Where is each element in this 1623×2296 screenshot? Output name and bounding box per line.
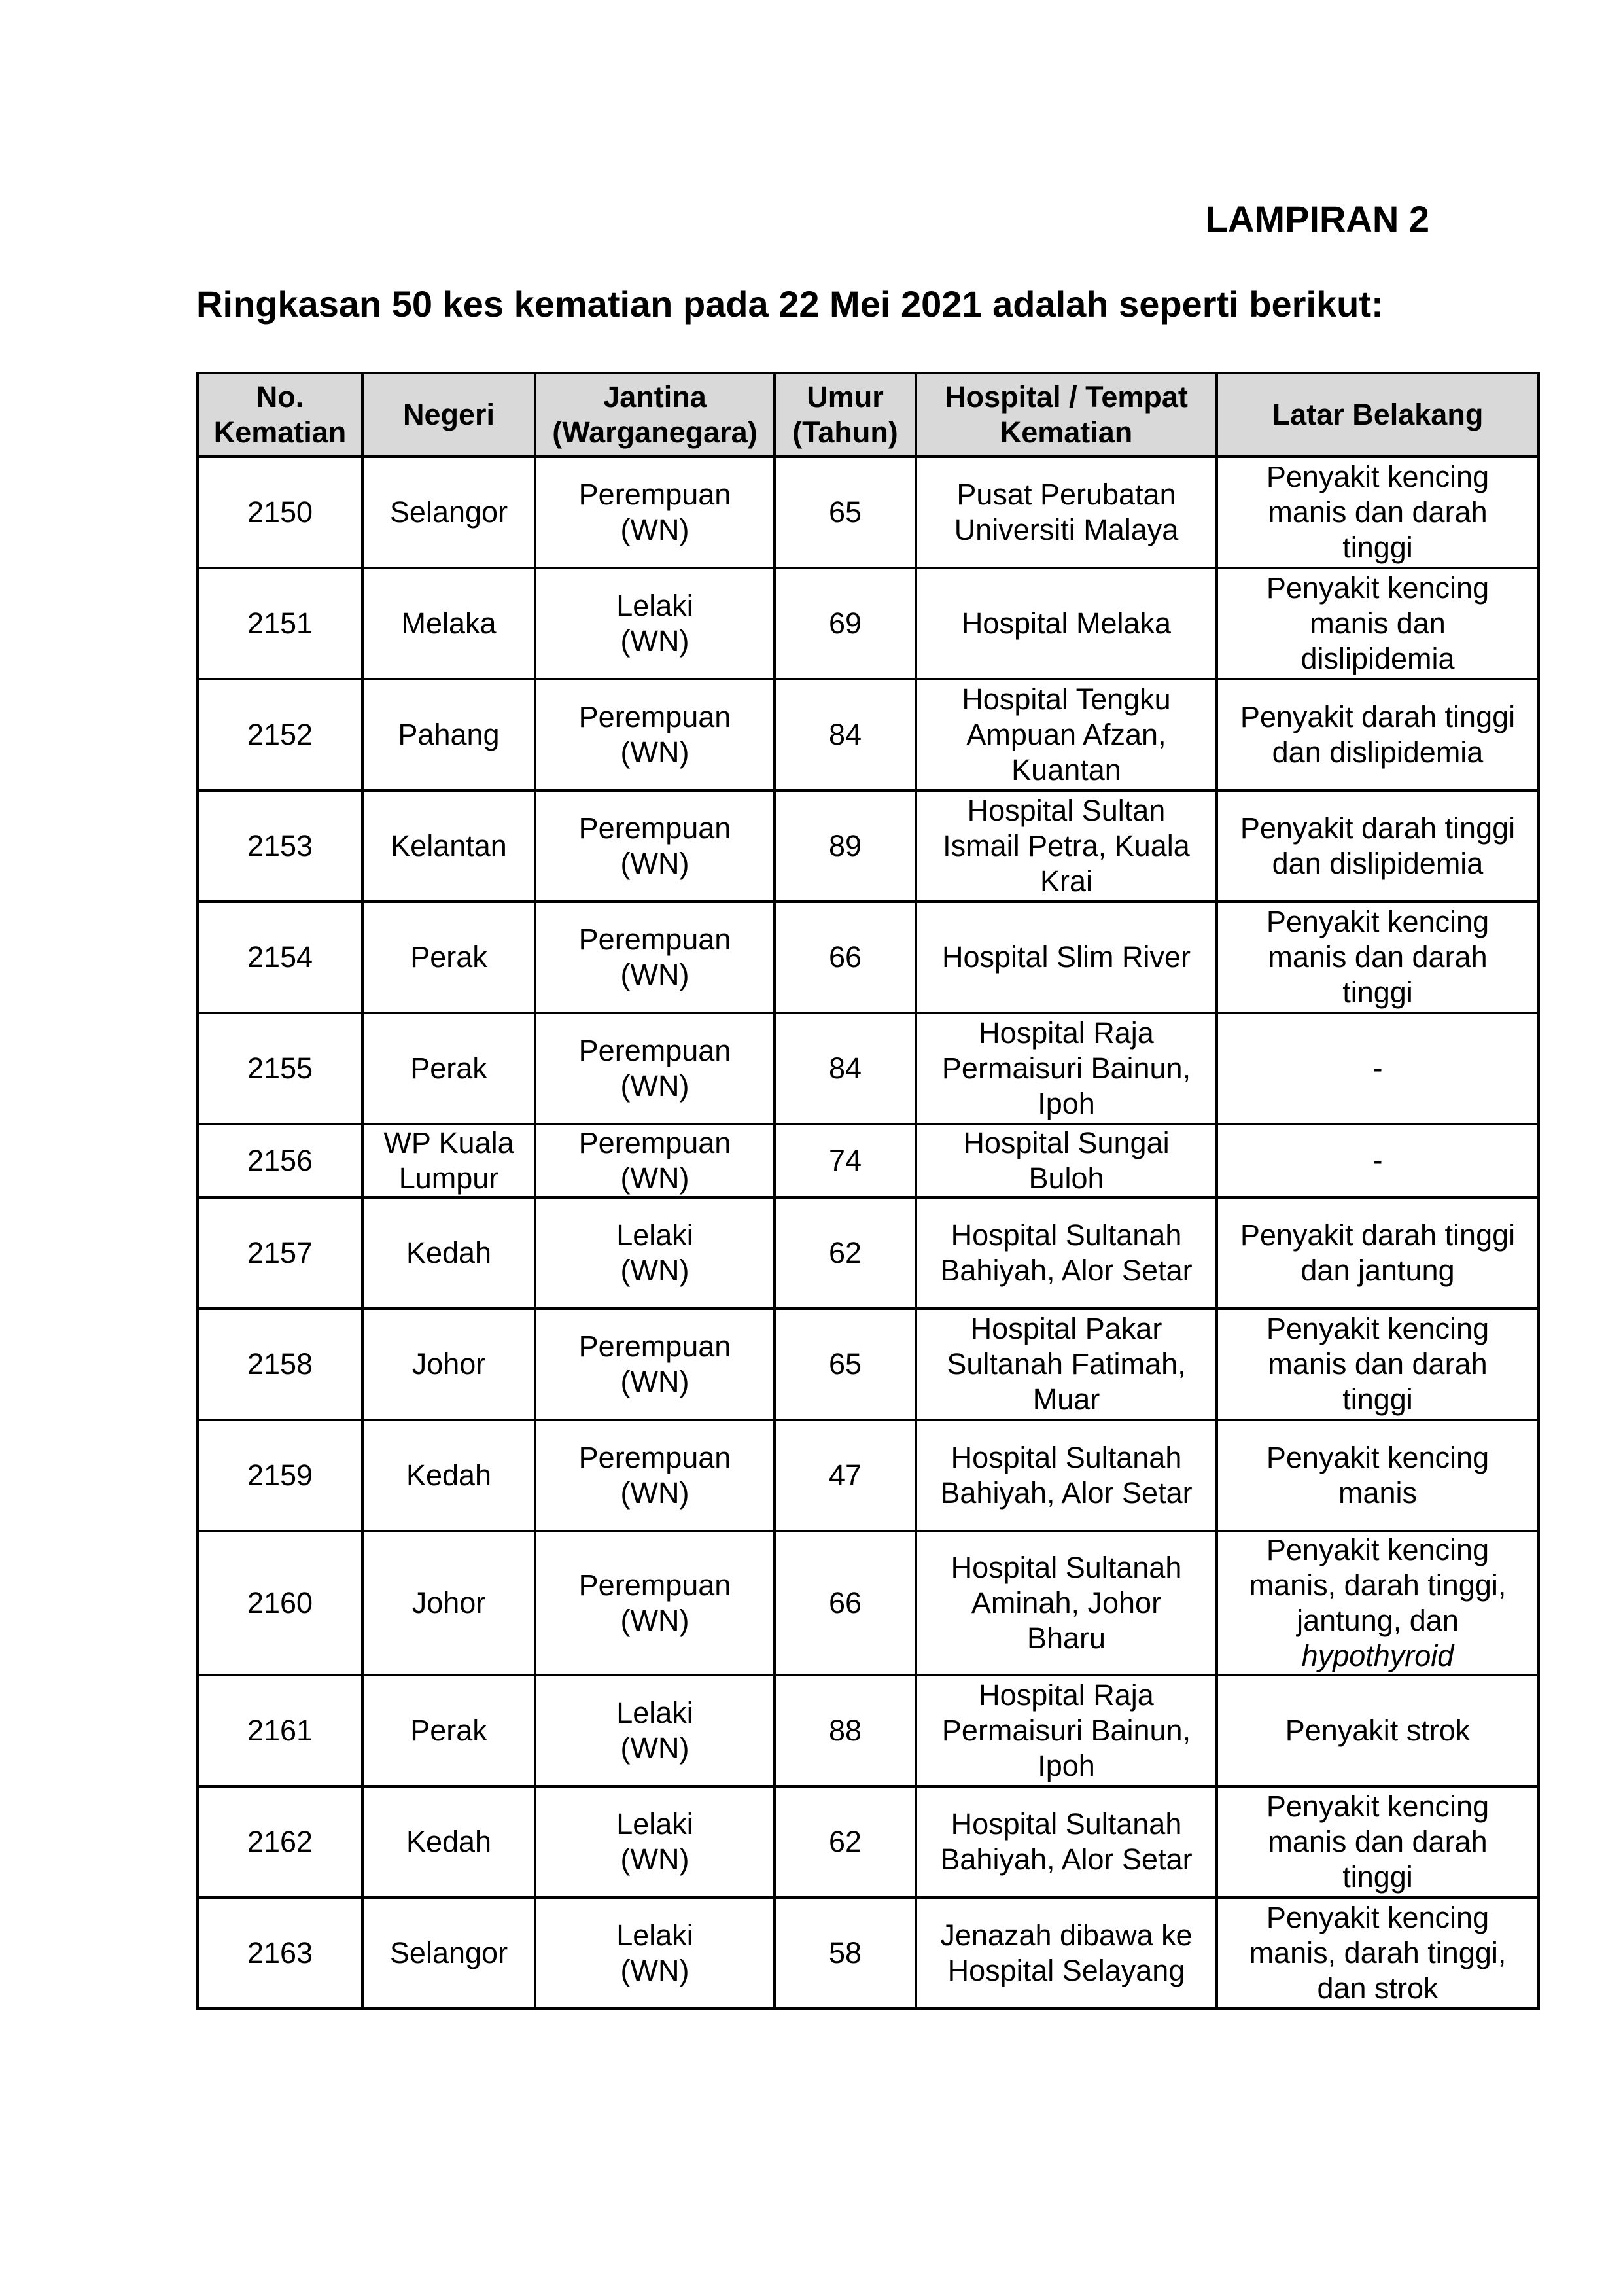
cell-jantina: [535, 790, 775, 902]
cell-text: 84: [828, 1051, 862, 1085]
cell-text: Perempuan: [578, 478, 731, 511]
cell-latar-belakang: [1217, 1675, 1539, 1786]
cell-text: Ismail Petra, Kuala: [943, 829, 1190, 862]
cell-text: Hospital Sungai: [963, 1126, 1170, 1159]
cell-jantina: [535, 1309, 775, 1420]
cell-negeri: [362, 457, 535, 568]
cell-text: manis dan darah: [1268, 1347, 1488, 1381]
cell-hospital: [916, 1531, 1217, 1675]
table-row: [198, 790, 1539, 902]
cell-umur: [775, 1309, 916, 1420]
cell-text: 62: [828, 1825, 862, 1858]
cell-text: Lelaki: [616, 1807, 693, 1841]
cell-negeri: [362, 1531, 535, 1675]
cell-text: Kedah: [406, 1825, 492, 1858]
cell-jantina: [535, 1013, 775, 1124]
cell-latar-belakang: [1217, 1531, 1539, 1675]
cell-text: (WN): [620, 1254, 689, 1287]
cell-text: Perak: [410, 1051, 487, 1085]
cell-hospital: [916, 1124, 1217, 1197]
cell-text: 89: [828, 829, 862, 862]
cell-text: (WN): [620, 1069, 689, 1103]
cell-hospital: [916, 1420, 1217, 1531]
cell-text: dan dislipidemia: [1272, 735, 1484, 769]
cell-text: hypothyroid: [1301, 1639, 1454, 1672]
cell-text: 58: [828, 1936, 862, 1969]
cell-text: dislipidemia: [1300, 642, 1455, 675]
cell-text: manis, darah tinggi,: [1249, 1936, 1507, 1969]
cell-hospital: [916, 679, 1217, 790]
cell-umur: [775, 1420, 916, 1531]
cell-jantina: [535, 568, 775, 679]
table-row: [198, 1786, 1539, 1898]
cell-latar-belakang: [1217, 1197, 1539, 1309]
cell-text: 2160: [247, 1586, 313, 1619]
cell-hospital: [916, 568, 1217, 679]
cell-negeri: [362, 1675, 535, 1786]
cell-text: Bahiyah, Alor Setar: [940, 1843, 1193, 1876]
cell-text: Penyakit kencing: [1266, 460, 1490, 493]
cell-umur: [775, 1124, 916, 1197]
header-text: Kematian: [1000, 415, 1133, 449]
cell-text: 2154: [247, 940, 313, 974]
cell-text: (WN): [620, 735, 689, 769]
column-header-col-no-kematian: [198, 373, 362, 457]
table-header-row: [198, 373, 1539, 457]
cell-text: (WN): [620, 624, 689, 658]
cell-text: manis: [1338, 1476, 1418, 1510]
cell-text: (WN): [620, 1954, 689, 1987]
header-text: Umur: [807, 380, 884, 414]
cell-latar-belakang: [1217, 1898, 1539, 2009]
cell-text: 62: [828, 1236, 862, 1269]
cell-text: Hospital Slim River: [941, 940, 1191, 974]
cell-text: Perempuan: [578, 1330, 731, 1363]
cell-text: (WN): [620, 513, 689, 546]
cell-text: Hospital Sultanah: [951, 1807, 1182, 1841]
column-header-col-jantina: [535, 373, 775, 457]
cell-no-kematian: [198, 1675, 362, 1786]
header-text: Kematian: [213, 415, 347, 449]
table-row: [198, 1898, 1539, 2009]
cell-text: manis dan darah: [1268, 940, 1488, 974]
cell-text: Buloh: [1028, 1161, 1104, 1195]
cell-text: Perempuan: [578, 700, 731, 733]
cell-text: 2163: [247, 1936, 313, 1969]
cell-text: Lelaki: [616, 589, 693, 622]
cell-jantina: [535, 679, 775, 790]
cell-text: Penyakit darah tinggi: [1240, 700, 1516, 733]
cell-text: 2162: [247, 1825, 313, 1858]
cell-text: (WN): [620, 1731, 689, 1765]
cell-text: Hospital Sultanah: [951, 1441, 1182, 1474]
cell-jantina: [535, 1786, 775, 1898]
table-row: [198, 457, 1539, 568]
appendix-label: LAMPIRAN 2: [1205, 198, 1429, 239]
cell-negeri: [362, 1124, 535, 1197]
header-text: No.: [256, 380, 304, 414]
cell-text: Hospital Selayang: [947, 1954, 1185, 1987]
cell-negeri: [362, 790, 535, 902]
table-body: [198, 457, 1539, 2009]
cell-text: 47: [828, 1458, 862, 1492]
cell-text: Hospital Tengku: [962, 682, 1171, 716]
cell-text: (WN): [620, 1476, 689, 1510]
cell-latar-belakang: [1217, 1786, 1539, 1898]
header-text: Latar Belakang: [1272, 398, 1484, 431]
cell-text: Hospital Pakar: [970, 1312, 1162, 1345]
cell-umur: [775, 1013, 916, 1124]
header-text: (Warganegara): [552, 415, 758, 449]
cell-text: tinggi: [1342, 976, 1413, 1009]
cell-text: Lelaki: [616, 1218, 693, 1252]
cell-hospital: [916, 1898, 1217, 2009]
table-row: [198, 1675, 1539, 1786]
cell-text: 65: [828, 495, 862, 529]
cell-latar-belakang: [1217, 1420, 1539, 1531]
cell-no-kematian: [198, 1124, 362, 1197]
cell-text: 2158: [247, 1347, 313, 1381]
column-header-col-latar-belakang: [1217, 373, 1539, 457]
cell-jantina: [535, 1420, 775, 1531]
cell-negeri: [362, 1898, 535, 2009]
cell-hospital: [916, 790, 1217, 902]
deaths-table: [196, 372, 1540, 2010]
cell-text: dan strok: [1317, 1971, 1439, 2005]
cell-no-kematian: [198, 1309, 362, 1420]
cell-jantina: [535, 1675, 775, 1786]
table-row: [198, 1124, 1539, 1197]
cell-text: (WN): [620, 1365, 689, 1398]
cell-no-kematian: [198, 1197, 362, 1309]
cell-text: jantung, dan: [1297, 1604, 1459, 1637]
cell-text: 66: [828, 1586, 862, 1619]
cell-text: Kelantan: [391, 829, 507, 862]
cell-text: Permaisuri Bainun,: [941, 1051, 1191, 1085]
cell-text: 2155: [247, 1051, 313, 1085]
cell-text: manis dan darah: [1268, 1825, 1488, 1858]
cell-text: -: [1372, 1144, 1383, 1177]
cell-text: Perempuan: [578, 1568, 731, 1602]
cell-text: 2159: [247, 1458, 313, 1492]
cell-text: Penyakit kencing: [1266, 1790, 1490, 1823]
cell-jantina: [535, 1531, 775, 1675]
cell-umur: [775, 1675, 916, 1786]
header-text: (Tahun): [792, 415, 898, 449]
cell-negeri: [362, 679, 535, 790]
cell-text: Hospital Raja: [979, 1016, 1154, 1050]
cell-jantina: [535, 1197, 775, 1309]
cell-jantina: [535, 1898, 775, 2009]
cell-text: 2153: [247, 829, 313, 862]
cell-jantina: [535, 1124, 775, 1197]
cell-no-kematian: [198, 902, 362, 1013]
cell-text: Kuantan: [1011, 753, 1121, 786]
cell-text: Kedah: [406, 1458, 492, 1492]
cell-text: Perempuan: [578, 1441, 731, 1474]
cell-negeri: [362, 1197, 535, 1309]
cell-no-kematian: [198, 679, 362, 790]
cell-text: 69: [828, 607, 862, 640]
cell-negeri: [362, 1309, 535, 1420]
cell-text: WP Kuala: [383, 1126, 514, 1159]
cell-jantina: [535, 902, 775, 1013]
cell-text: Krai: [1039, 864, 1093, 898]
cell-text: Jenazah dibawa ke: [940, 1918, 1193, 1952]
cell-umur: [775, 1197, 916, 1309]
cell-latar-belakang: [1217, 679, 1539, 790]
cell-text: Selangor: [389, 495, 508, 529]
cell-text: 2151: [247, 607, 313, 640]
cell-hospital: [916, 1197, 1217, 1309]
cell-text: manis, darah tinggi,: [1249, 1568, 1507, 1602]
cell-text: 2152: [247, 718, 313, 751]
column-header-col-hospital: [916, 373, 1217, 457]
cell-latar-belakang: [1217, 790, 1539, 902]
cell-negeri: [362, 1420, 535, 1531]
cell-text: Perak: [410, 940, 487, 974]
cell-umur: [775, 568, 916, 679]
column-header-col-umur: [775, 373, 916, 457]
cell-text: Penyakit kencing: [1266, 1441, 1490, 1474]
cell-text: Bharu: [1026, 1621, 1106, 1655]
table-row: [198, 1197, 1539, 1309]
cell-hospital: [916, 1786, 1217, 1898]
table-row: [198, 902, 1539, 1013]
cell-no-kematian: [198, 568, 362, 679]
cell-umur: [775, 1531, 916, 1675]
cell-text: -: [1372, 1051, 1383, 1085]
cell-umur: [775, 790, 916, 902]
cell-text: Permaisuri Bainun,: [941, 1714, 1191, 1747]
cell-latar-belakang: [1217, 902, 1539, 1013]
cell-text: Ipoh: [1038, 1087, 1095, 1120]
table-row: [198, 568, 1539, 679]
cell-negeri: [362, 1013, 535, 1124]
cell-text: Penyakit kencing: [1266, 1533, 1490, 1566]
cell-text: Lumpur: [398, 1161, 499, 1195]
cell-text: (WN): [620, 1161, 689, 1195]
cell-text: Hospital Melaka: [961, 607, 1172, 640]
cell-text: Hospital Sultanah: [951, 1551, 1182, 1584]
cell-umur: [775, 902, 916, 1013]
document-title: Ringkasan 50 kes kematian pada 22 Mei 2021 adalah seperti berikut:: [196, 283, 1384, 325]
cell-text: Perempuan: [578, 1034, 731, 1067]
cell-text: Lelaki: [616, 1918, 693, 1952]
cell-text: (WN): [620, 1604, 689, 1637]
cell-umur: [775, 1898, 916, 2009]
cell-text: 2156: [247, 1144, 313, 1177]
cell-text: 88: [828, 1714, 862, 1747]
table-row: [198, 1531, 1539, 1675]
cell-text: manis dan: [1310, 607, 1446, 640]
cell-negeri: [362, 568, 535, 679]
cell-text: Ipoh: [1038, 1749, 1095, 1782]
cell-latar-belakang: [1217, 568, 1539, 679]
column-header-col-negeri: [362, 373, 535, 457]
cell-text: Penyakit strok: [1285, 1714, 1471, 1747]
cell-text: Selangor: [389, 1936, 508, 1969]
cell-text: Penyakit kencing: [1266, 905, 1490, 938]
cell-text: (WN): [620, 1843, 689, 1876]
cell-text: tinggi: [1342, 1860, 1413, 1894]
cell-text: dan dislipidemia: [1272, 847, 1484, 880]
cell-text: 2157: [247, 1236, 313, 1269]
cell-text: Muar: [1032, 1383, 1100, 1416]
cell-no-kematian: [198, 457, 362, 568]
cell-latar-belakang: [1217, 457, 1539, 568]
cell-text: Bahiyah, Alor Setar: [940, 1254, 1193, 1287]
cell-hospital: [916, 1013, 1217, 1124]
cell-text: Hospital Sultanah: [951, 1218, 1182, 1252]
cell-text: tinggi: [1342, 531, 1413, 564]
cell-text: Hospital Sultan: [967, 794, 1166, 827]
cell-hospital: [916, 1675, 1217, 1786]
cell-text: Penyakit darah tinggi: [1240, 811, 1516, 845]
cell-text: Lelaki: [616, 1696, 693, 1729]
cell-text: (WN): [620, 847, 689, 880]
cell-text: Melaka: [401, 607, 497, 640]
cell-text: 2150: [247, 495, 313, 529]
cell-text: Aminah, Johor: [971, 1586, 1162, 1619]
header-text: Hospital / Tempat: [945, 380, 1188, 414]
table-row: [198, 1013, 1539, 1124]
table-row: [198, 1420, 1539, 1531]
cell-text: Perempuan: [578, 1126, 731, 1159]
cell-text: Bahiyah, Alor Setar: [940, 1476, 1193, 1510]
cell-no-kematian: [198, 1013, 362, 1124]
header-text: Jantina: [603, 380, 707, 414]
cell-text: (WN): [620, 958, 689, 991]
cell-text: Universiti Malaya: [954, 513, 1179, 546]
cell-text: 74: [828, 1144, 862, 1177]
cell-text: Johor: [411, 1586, 486, 1619]
cell-text: Perempuan: [578, 811, 731, 845]
cell-text: 2161: [247, 1714, 313, 1747]
cell-text: Kedah: [406, 1236, 492, 1269]
cell-text: 84: [828, 718, 862, 751]
cell-text: Johor: [411, 1347, 486, 1381]
cell-umur: [775, 679, 916, 790]
cell-umur: [775, 457, 916, 568]
cell-negeri: [362, 1786, 535, 1898]
cell-text: Pusat Perubatan: [956, 478, 1176, 511]
cell-no-kematian: [198, 1420, 362, 1531]
cell-text: tinggi: [1342, 1383, 1413, 1416]
cell-text: Perempuan: [578, 923, 731, 956]
cell-text: 65: [828, 1347, 862, 1381]
cell-latar-belakang: [1217, 1013, 1539, 1124]
cell-text: Pahang: [398, 718, 500, 751]
cell-text: Penyakit kencing: [1266, 571, 1490, 605]
cell-latar-belakang: [1217, 1124, 1539, 1197]
cell-hospital: [916, 457, 1217, 568]
cell-jantina: [535, 457, 775, 568]
cell-no-kematian: [198, 790, 362, 902]
cell-no-kematian: [198, 1531, 362, 1675]
cell-negeri: [362, 902, 535, 1013]
table-row: [198, 1309, 1539, 1420]
cell-text: Sultanah Fatimah,: [947, 1347, 1186, 1381]
cell-text: Penyakit kencing: [1266, 1901, 1490, 1934]
cell-text: Perak: [410, 1714, 487, 1747]
cell-text: Hospital Raja: [979, 1678, 1154, 1712]
cell-text: manis dan darah: [1268, 495, 1488, 529]
cell-no-kematian: [198, 1898, 362, 2009]
cell-text: dan jantung: [1300, 1254, 1455, 1287]
cell-no-kematian: [198, 1786, 362, 1898]
cell-text: Ampuan Afzan,: [966, 718, 1166, 751]
cell-umur: [775, 1786, 916, 1898]
header-text: Negeri: [402, 398, 495, 431]
cell-text: Penyakit darah tinggi: [1240, 1218, 1516, 1252]
cell-latar-belakang: [1217, 1309, 1539, 1420]
cell-hospital: [916, 902, 1217, 1013]
cell-hospital: [916, 1309, 1217, 1420]
cell-text: 66: [828, 940, 862, 974]
table-row: [198, 679, 1539, 790]
cell-text: Penyakit kencing: [1266, 1312, 1490, 1345]
